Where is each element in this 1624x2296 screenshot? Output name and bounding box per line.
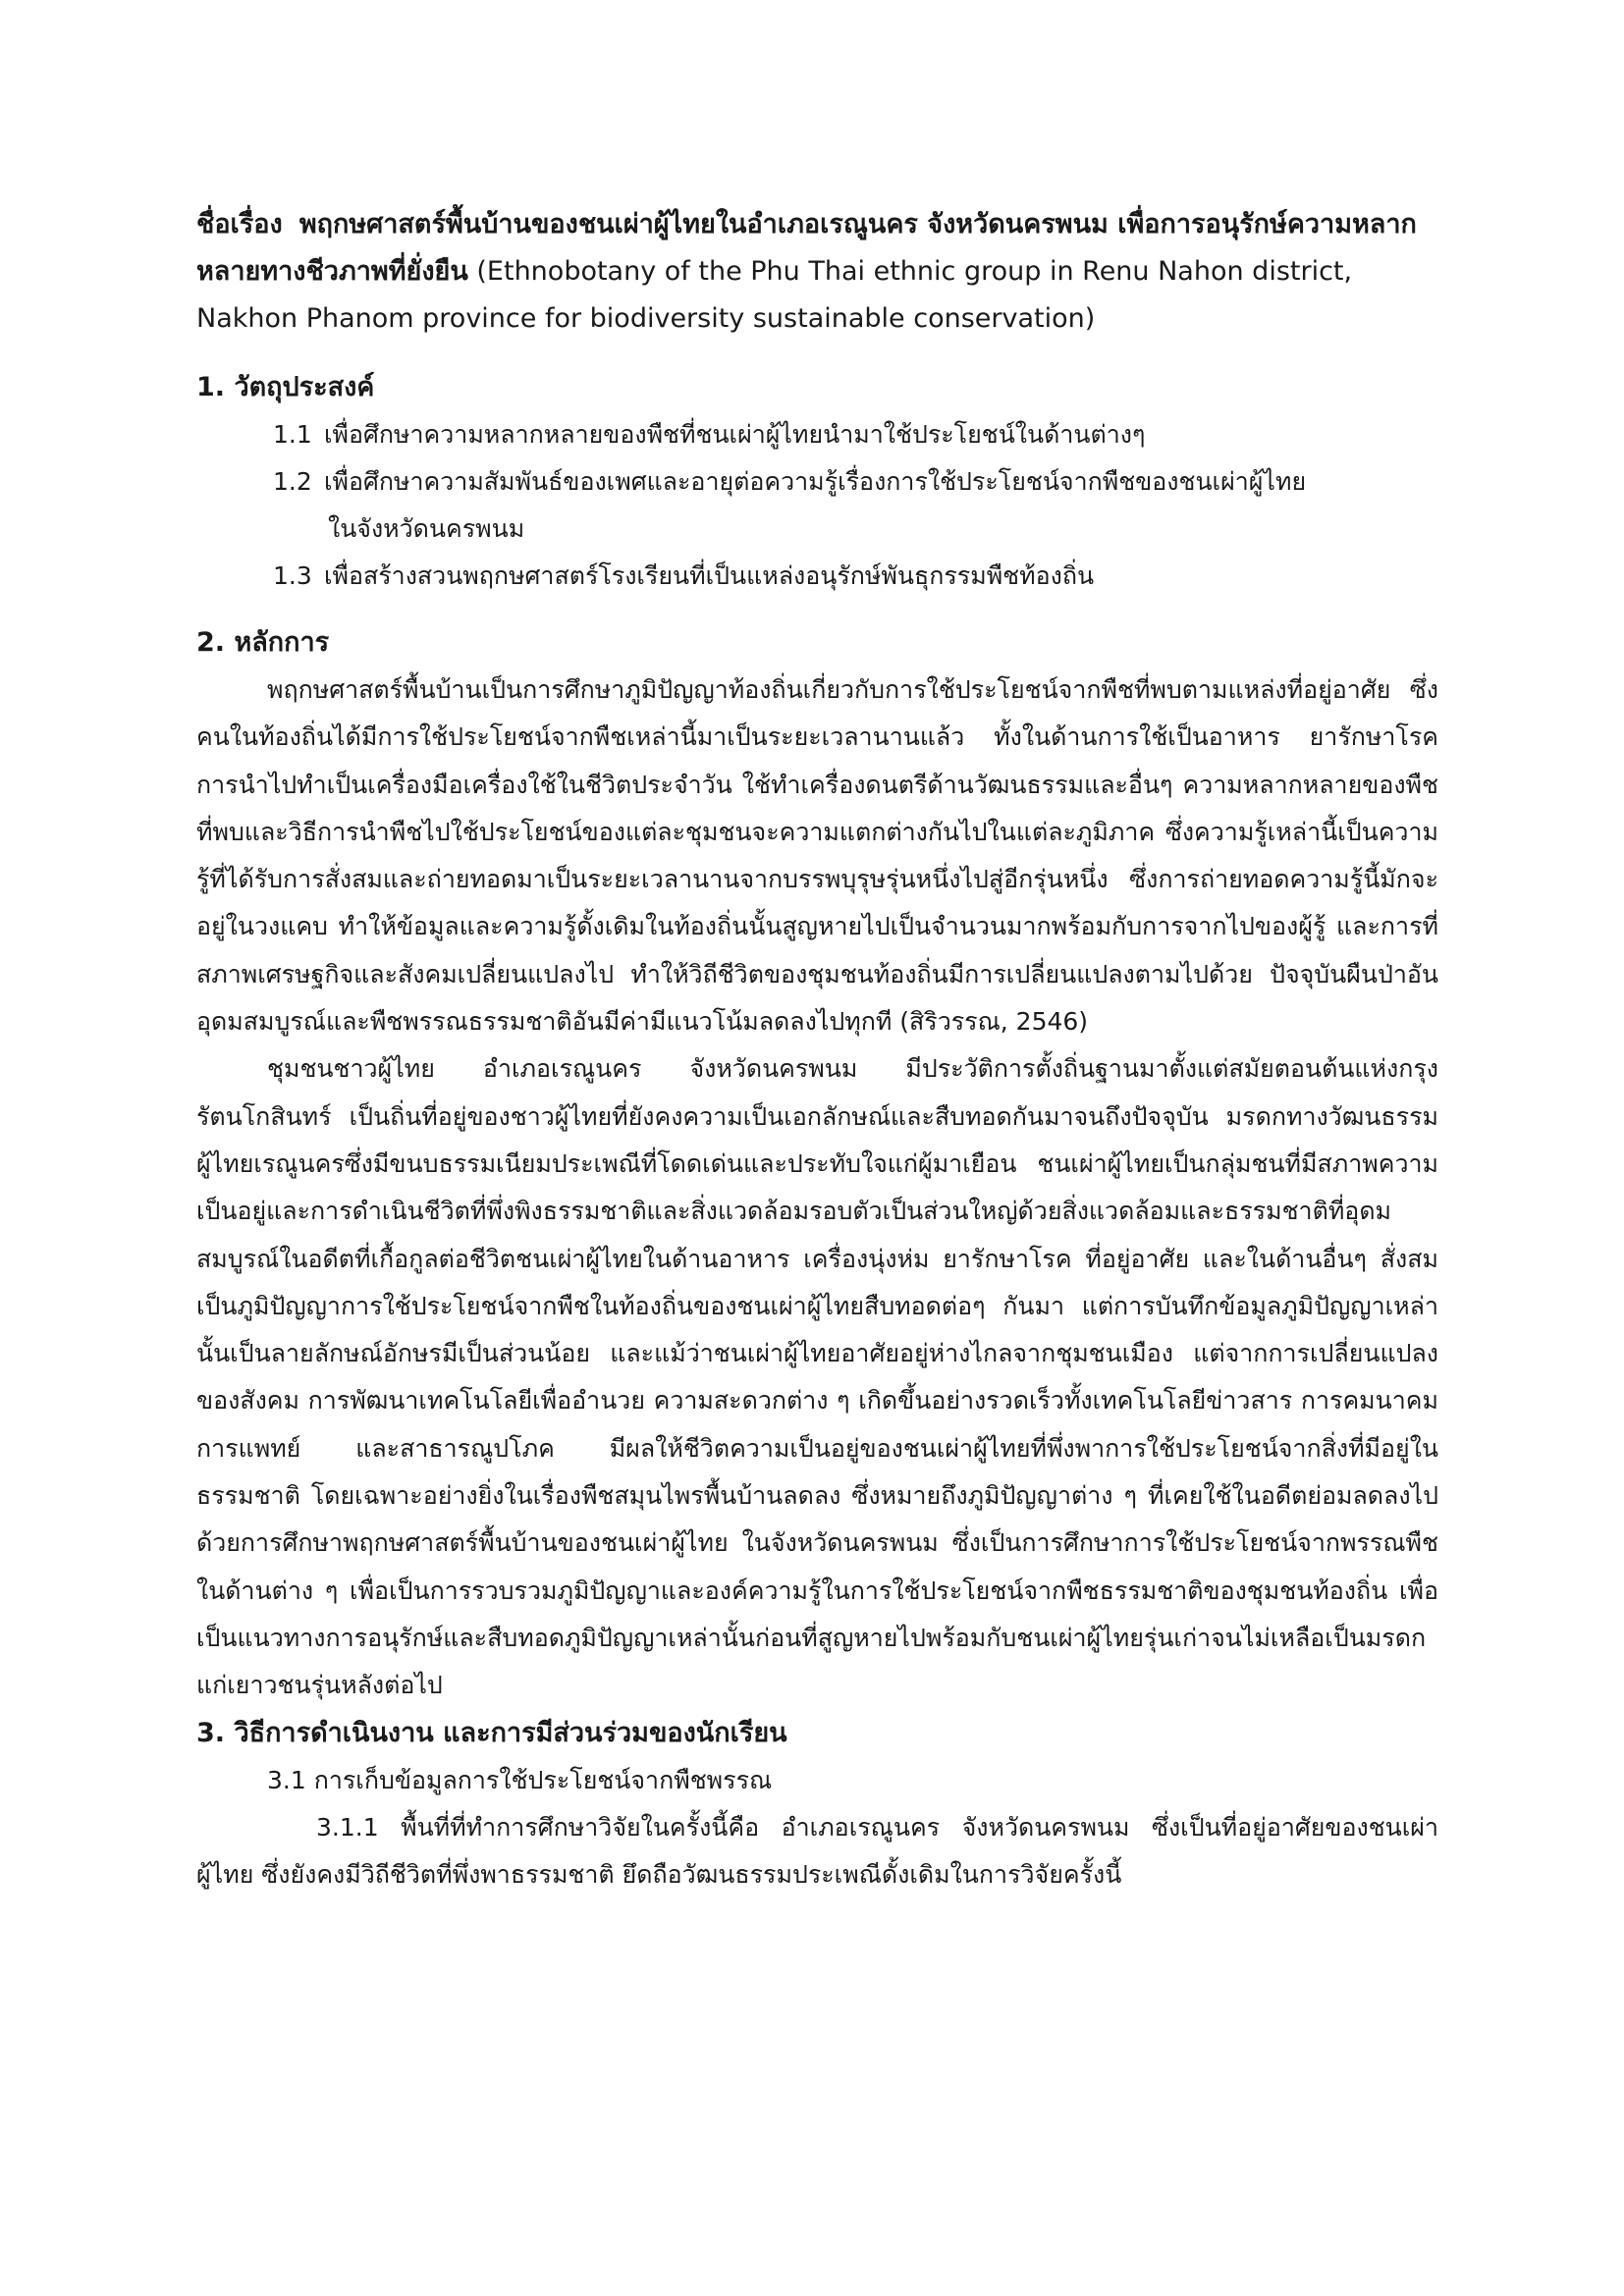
objective-item (196, 553, 1438, 600)
principle-paragraph-1: พฤกษศาสตร์พื้นบ้านเป็นการศึกษาภูมิปัญญาท้องถิ่นเกี่ยวกับการใช้ประโยชน์จากพืชที่พบตามแหล่งที่อยู่อาศัย ซึ่งคนในท้องถิ่นได้มีการใช้ประโยชน์จากพืชเหล่านี้มาเป็นระยะเวลานานแล้ว ทั้งในด้านการใช้เป็นอาหาร ยารักษาโรค การนำไปทำเป็นเครื่องมือเครื่องใช้ในชีวิตประจำวัน ใช้ทำเครื่องดนตรีด้านวัฒนธรรมและอื่นๆ ความหลากหลายของพืชที่พบและวิธีการนำพืชไปใช้ประโยชน์ของแต่ละชุมชนจะความแตกต่างกันไปในแต่ละภูมิภาค ซึ่งความรู้เหล่านี้เป็นความรู้ที่ได้รับการสั่งสมและถ่ายทอดมาเป็นระยะเวลานานจากบรรพบุรุษรุ่นหนึ่งไปสู่อีกรุ่นหนึ่ง ซึ่งการถ่ายทอดความรู้นี้มักจะอยู่ในวงแคบ ทำให้ข้อมูลและความรู้ดั้งเดิมในท้องถิ่นนั้นสูญหายไปเป็นจำนวนมากพร้อมกับการจากไปของผู้รู้ และการที่สภาพเศรษฐกิจและสังคมเปลี่ยนแปลงไป ทำให้วิถีชีวิตของชุมชนท้องถิ่นมีการเปลี่ยนแปลงตามไปด้วย ปัจจุบันผืนป่าอันอุดมสมบูรณ์และพืชพรรณธรรมชาติอันมีค่ามีแนวโน้มลดลงไปทุกที (สิริวรรณ, 2546) (196, 675, 1438, 1037)
section-1-heading: 1. วัตถุประสงค์ (196, 372, 375, 402)
subsection-3-1: 3.1 การเก็บข้อมูลการใช้ประโยชน์จากพืชพรรณ (267, 1765, 773, 1794)
section-3-heading: 3. วิธีการดำเนินงาน และการมีส่วนร่วมของนักเรียน (196, 1717, 787, 1748)
title-english: (Ethnobotany of the Phu Thai ethnic group in Renu Nahon district, Nakhon Phanom province for biodiversity sustainable conservation) (196, 256, 1353, 334)
document-title (196, 201, 1438, 343)
objective-number: 1.2 (273, 467, 312, 496)
objective-number: 1.3 (273, 561, 312, 590)
subsection-3-1-1: 3.1.1 พื้นที่ที่ทำการศึกษาวิจัยในครั้งนี้คือ อำเภอเรณูนคร จังหวัดนครพนม ซึ่งเป็นที่อยู่อาศัยของชนเผ่าผู้ไทย ซึ่งยังคงมีวิถีชีวิตที่พึ่งพาธรรมชาติ ยึดถือวัฒนธรรมประเพณีดั้งเดิมในการวิจัยครั้งนี้ (196, 1812, 1438, 1889)
objective-text: เพื่อศึกษาความสัมพันธ์ของเพศและอายุต่อความรู้เรื่องการใช้ประโยชน์จากพืชของชนเผ่าผู้ไทย (323, 467, 1307, 496)
objective-text-continued: ในจังหวัดนครพนม (328, 514, 525, 543)
title-thai: พฤกษศาสตร์พื้นบ้านของชนเผ่าผู้ไทยในอำเภอเรณูนคร จังหวัดนครพนม เพื่อการอนุรักษ์ความหลากหลายทางชีวภาพที่ยั่งยืน (196, 209, 1417, 287)
objective-item (196, 411, 1438, 458)
principle-paragraph-2: ชุมชนชาวผู้ไทย อำเภอเรณูนคร จังหวัดนครพนม มีประวัติการตั้งถิ่นฐานมาตั้งแต่สมัยตอนต้นแห่งกรุงรัตนโกสินทร์ เป็นถิ่นที่อยู่ของชาวผู้ไทยที่ยังคงความเป็นเอกลักษณ์และสืบทอดกันมาจนถึงปัจจุบัน มรดกทางวัฒนธรรมผู้ไทยเรณูนครซึ่งมีขนบธรรมเนียมประเพณีที่โดดเด่นและประทับใจแก่ผู้มาเยือน ชนเผ่าผู้ไทยเป็นกลุ่มชนที่มีสภาพความเป็นอยู่และการดำเนินชีวิตที่พึ่งพิงธรรมชาติและสิ่งแวดล้อมรอบตัวเป็นส่วนใหญ่ด้วยสิ่งแวดล้อมและธรรมชาติที่อุดมสมบูรณ์ในอดีตที่เกื้อกูลต่อชีวิตชนเผ่าผู้ไทยในด้านอาหาร เครื่องนุ่งห่ม ยารักษาโรค ที่อยู่อาศัย และในด้านอื่นๆ สั่งสมเป็นภูมิปัญญาการใช้ประโยชน์จากพืชในท้องถิ่นของชนเผ่าผู้ไทยสืบทอดต่อๆ กันมา แต่การบันทึกข้อมูลภูมิปัญญาเหล่านั้นเป็นลายลักษณ์อักษรมีเป็นส่วนน้อย และแม้ว่าชนเผ่าผู้ไทยอาศัยอยู่ห่างไกลจากชุมชนเมือง แต่จากการเปลี่ยนแปลงของสังคม การพัฒนาเทคโนโลยีเพื่ออำนวย ความสะดวกต่าง ๆ เกิดขึ้นอย่างรวดเร็วทั้งเทคโนโลยีข่าวสาร การคมนาคม การแพทย์ และสาธารณูปโภค มีผลให้ชีวิตความเป็นอยู่ของชนเผ่าผู้ไทยที่พึ่งพาการใช้ประโยชน์จากสิ่งที่มีอยู่ใน ธรรมชาติ โดยเฉพาะอย่างยิ่งในเรื่องพืชสมุนไพรพื้นบ้านลดลง ซึ่งหมายถึงภูมิปัญญาต่าง ๆ ที่เคยใช้ในอดีตย่อมลดลงไป ด้วยการศึกษาพฤกษศาสตร์พื้นบ้านของชนเผ่าผู้ไทย ในจังหวัดนครพนม ซึ่งเป็นการศึกษาการใช้ประโยชน์จากพรรณพืชในด้านต่าง ๆ เพื่อเป็นการรวบรวมภูมิปัญญาและองค์ความรู้ในการใช้ประโยชน์จากพืชธรรมชาติของชุมชนท้องถิ่น เพื่อเป็นแนวทางการอนุรักษ์และสืบทอดภูมิปัญญาเหล่านั้นก่อนที่สูญหายไปพร้อมกับชนเผ่าผู้ไทยรุ่นเก่าจนไม่เหลือเป็นมรดกแก่เยาวชนรุ่นหลังต่อไป (196, 1054, 1438, 1700)
section-2-heading: 2. หลักการ (196, 627, 330, 658)
objective-number: 1.1 (273, 420, 312, 449)
objective-item (196, 458, 1438, 506)
title-label: ชื่อเรื่อง (196, 209, 283, 240)
objective-text: เพื่อศึกษาความหลากหลายของพืชที่ชนเผ่าผู้ไทยนำมาใช้ประโยชน์ในด้านต่างๆ (323, 420, 1146, 449)
document-page (196, 201, 1438, 1898)
objective-text: เพื่อสร้างสวนพฤกษศาสตร์โรงเรียนที่เป็นแหล่งอนุรักษ์พันธุกรรมพืชท้องถิ่น (323, 561, 1095, 590)
